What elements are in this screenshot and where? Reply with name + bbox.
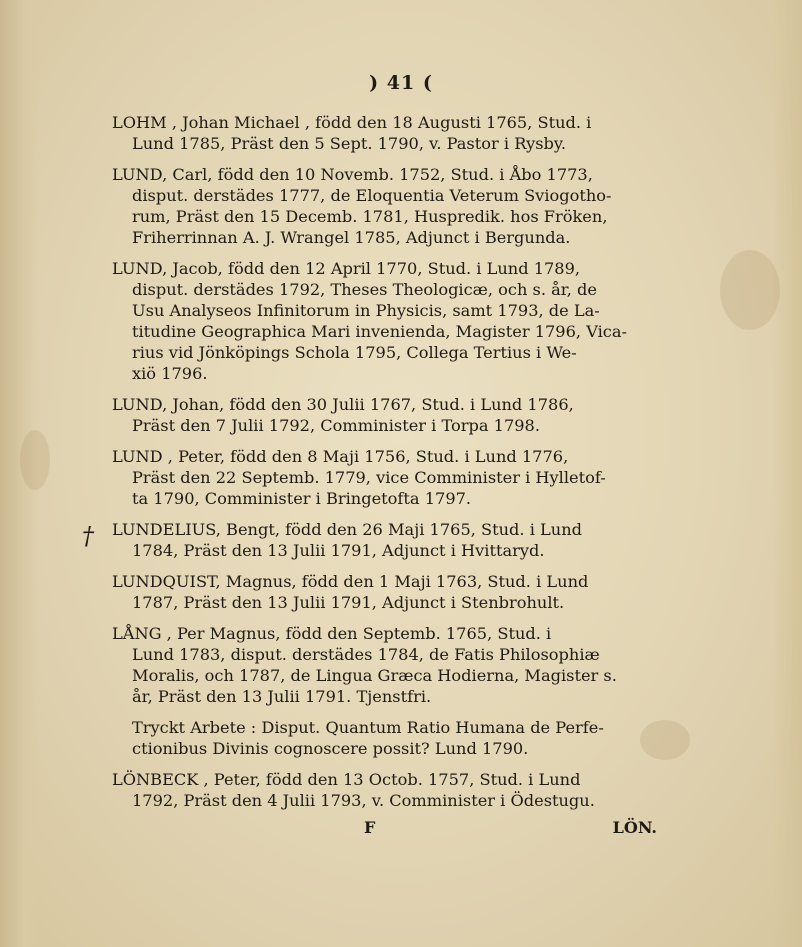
entry-line: xiö 1796. xyxy=(132,364,208,383)
entry-line: LUND , Peter, född den 8 Maji 1756, Stud. i Lund 1776, xyxy=(112,447,569,466)
printed-works-note xyxy=(112,717,657,759)
entry-line: Usu Analyseos Infinitorum in Physicis, samt 1793, de La- xyxy=(132,301,600,320)
entry-line: LOHM , Johan Michael , född den 18 Augusti 1765, Stud. i xyxy=(112,113,592,132)
entry-line: ta 1790, Comminister i Bringetofta 1797. xyxy=(132,489,472,508)
entry-line: 1784, Präst den 13 Julii 1791, Adjunct i Hvittaryd. xyxy=(132,541,545,560)
entry-line: LUND, Jacob, född den 12 April 1770, Stud. i Lund 1789, xyxy=(112,259,581,278)
entry-line: Präst den 22 Septemb. 1779, vice Comminister i Hylletof- xyxy=(132,468,606,487)
catchword: LÖN. xyxy=(612,818,657,837)
biography-entry xyxy=(112,112,657,154)
entry-line: LUND, Johan, född den 30 Julii 1767, Stud. i Lund 1786, xyxy=(112,395,574,414)
entry-line: Lund 1783, disput. derstädes 1784, de Fatis Philosophiæ xyxy=(132,645,600,664)
entry-line: LUNDELIUS, Bengt, född den 26 Maji 1765, Stud. i Lund xyxy=(112,520,582,539)
entry-line: Moralis, och 1787, de Lingua Græca Hodierna, Magister s. xyxy=(132,666,617,685)
biography-entry xyxy=(112,623,657,707)
entry-line: 1787, Präst den 13 Julii 1791, Adjunct i Stenbrohult. xyxy=(132,593,565,612)
margin-cross-mark: † xyxy=(82,522,94,550)
biography-entry xyxy=(112,519,657,561)
page-number: ) 41 ( xyxy=(369,72,433,94)
biography-entry xyxy=(112,258,657,384)
biography-entry xyxy=(112,446,657,509)
entry-line: LUNDQUIST, Magnus, född den 1 Maji 1763, Stud. i Lund xyxy=(112,572,589,591)
biography-entry xyxy=(112,394,657,436)
entry-line: rius vid Jönköpings Schola 1795, Collega Tertius i We- xyxy=(132,343,577,362)
paper-stain xyxy=(720,250,780,330)
entry-line: LÅNG , Per Magnus, född den Septemb. 1765, Stud. i xyxy=(112,624,552,643)
entry-line: Lund 1785, Präst den 5 Sept. 1790, v. Pastor i Rysby. xyxy=(132,134,567,153)
entry-line: år, Präst den 13 Julii 1791. Tjenstfri. xyxy=(132,687,432,706)
biography-list xyxy=(112,112,657,821)
signature-mark: F xyxy=(364,818,376,837)
biography-entry xyxy=(112,571,657,613)
biography-entry xyxy=(112,769,657,811)
biography-entry xyxy=(112,164,657,248)
entry-line: disput. derstädes 1792, Theses Theologicæ, och s. år, de xyxy=(132,280,598,299)
entry-line: rum, Präst den 15 Decemb. 1781, Huspredik. hos Fröken, xyxy=(132,207,608,226)
entry-line: Präst den 7 Julii 1792, Comminister i Torpa 1798. xyxy=(132,416,541,435)
entry-line: Friherrinnan A. J. Wrangel 1785, Adjunct i Bergunda. xyxy=(132,228,571,247)
entry-line: LÖNBECK , Peter, född den 13 Octob. 1757, Stud. i Lund xyxy=(112,770,581,789)
entry-line: disput. derstädes 1777, de Eloquentia Veterum Sviogotho- xyxy=(132,186,612,205)
paper-stain xyxy=(20,430,50,490)
entry-line: Tryckt Arbete : Disput. Quantum Ratio Humana de Perfe- xyxy=(132,718,604,737)
entry-line: 1792, Präst den 4 Julii 1793, v. Comminister i Ödestugu. xyxy=(132,791,595,810)
entry-line: ctionibus Divinis cognoscere possit? Lund 1790. xyxy=(132,739,529,758)
entry-line: titudine Geographica Mari invenienda, Magister 1796, Vica- xyxy=(132,322,627,341)
entry-line: LUND, Carl, född den 10 Novemb. 1752, Stud. i Åbo 1773, xyxy=(112,165,593,184)
page-edge xyxy=(772,0,802,947)
